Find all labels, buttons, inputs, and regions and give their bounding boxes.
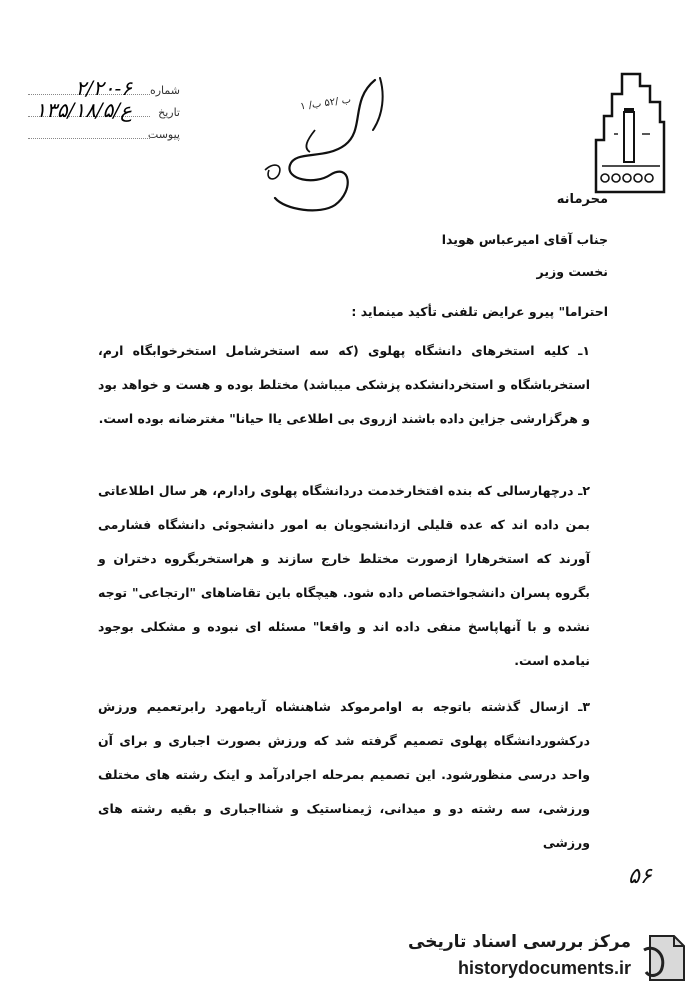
meta-attachment-label: پیوست xyxy=(147,128,180,141)
watermark-url: historydocuments.ir xyxy=(457,958,631,978)
ministry-emblem-icon xyxy=(594,72,666,194)
annotation-note: ۱ /ب /۵۲ ب xyxy=(299,94,352,113)
watermark-title: مرکز بررسی اسناد تاریخی xyxy=(408,932,631,952)
paragraph-2: ۲ـ درچهارسالی که بنده افتخارخدمت دردانشگاه پهلوی رادارم، هر سال اطلاعاتی بمن داده اند که عده قلیلی ازدانشجویان به امور دانشجوئی دانشگاه فشارمی آورند که استخرهارا ازصورت مختلط خارج سازند و هراستخربگروه دختران و بگروه پسران دانشجواختصاص داده شود. هیچگاه باین تقاضاهای "ارتجاعی" توجه نشده و با آنهاپاسخ منفی داده اند و واقعا" مسئله ای نبوده و مشکلی بوجود نیامده است. xyxy=(98,483,590,668)
salutation: احتراما" پیرو عرایض تلفنی تأکید مینماید : xyxy=(351,304,608,319)
recipient-title: نخست وزیر xyxy=(536,264,608,279)
watermark xyxy=(408,930,693,990)
meta-date-value: ۱۳۵/۱۸/ع/۵ xyxy=(35,98,132,122)
paragraph-3: ۳ـ ازسال گذشته باتوجه به اوامرموکد شاهنشاه آریامهرد رابرتعمیم ورزش درکشوردانشگاه پهلوی تصمیم گرفته شد که ورزش بصورت اجباری و برای آن واحد درسی منظورشود. این تصمیم بمرحله اجرادرآمد و اینک رشته های مختلف ورزشی، سه رشته دو و میدانی، ژیمناستیک و شنااجباری و بقیه رشته های ورزشی xyxy=(98,699,590,850)
handwritten-signature xyxy=(255,70,405,220)
meta-date-label: تاریخ xyxy=(158,106,180,119)
meta-number-value: ۲/۲۰-۶ xyxy=(75,76,132,100)
page-number: ۵۶ xyxy=(628,864,652,889)
meta-number-label: شماره xyxy=(149,84,180,97)
recipient-name: جناب آقای امیرعباس هویدا xyxy=(441,232,608,247)
document-meta xyxy=(28,76,188,146)
classification-label: محرمانه xyxy=(556,192,608,207)
meta-date-row xyxy=(28,98,188,124)
paragraph-1: ۱ـ کلیه استخرهای دانشگاه پهلوی (که سه استخرشامل استخرخوابگاه ارم، استخرباشگاه و استخردانشکده پزشکی میباشد) مختلط بوده و هست و خواهد بود و هرگزارشی جزاین داده باشند ازروی بی اطلاعی یاا حیانا" مغترضانه بوده است. xyxy=(98,343,590,426)
watermark-logo-icon xyxy=(640,932,688,984)
meta-dotted-line xyxy=(28,138,150,139)
meta-attachment-row xyxy=(28,124,188,146)
